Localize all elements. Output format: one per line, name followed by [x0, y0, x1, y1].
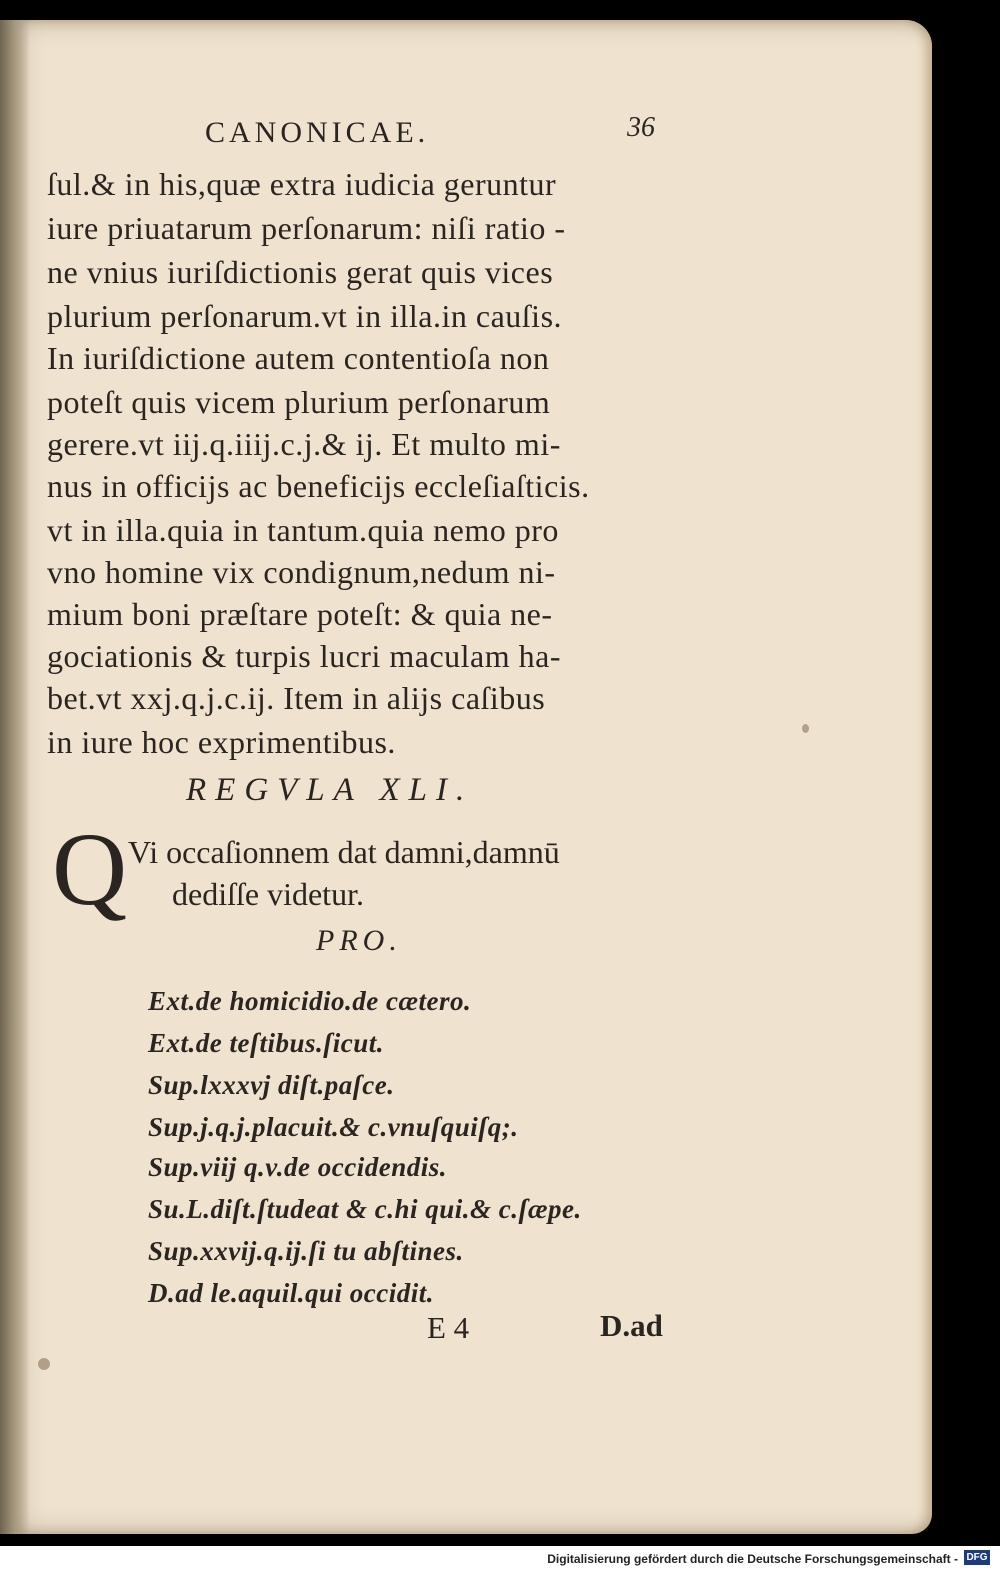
stain-spot	[38, 1358, 50, 1370]
catchword: D.ad	[600, 1308, 663, 1343]
stain-spot	[802, 724, 809, 733]
reference-line: Sup.xxvij.q.ij.ſi tu abſtines.	[148, 1236, 464, 1266]
reference-line: Sup.lxxxvj diſt.paſce.	[148, 1070, 395, 1100]
body-line: gociationis & turpis lucri maculam ha-	[47, 638, 561, 674]
body-line: ſul.& in his,quæ extra iudicia geruntur	[47, 166, 557, 202]
body-line: vno homine vix condignum,nedum ni-	[47, 554, 556, 590]
body-line: nus in officijs ac beneficijs eccleſiaſticis.	[47, 468, 590, 504]
reference-line: D.ad le.aquil.qui occidit.	[148, 1278, 434, 1308]
body-line: mium boni præſtare poteſt: & quia ne-	[47, 596, 553, 632]
page-gutter	[0, 20, 30, 1534]
body-line: bet.vt xxj.q.j.c.ij. Item in alijs caſibus	[47, 680, 546, 716]
body-line: gerere.vt iij.q.iiij.c.j.& ij. Et multo mi-	[47, 426, 561, 462]
body-line: iure priuatarum perſonarum: niſi ratio -	[47, 210, 566, 246]
body-line: In iuriſdictione autem contentioſa non	[47, 340, 550, 376]
body-line: plurium perſonarum.vt in illa.in cauſis.	[47, 298, 563, 334]
reference-line: Sup.viij q.v.de occidendis.	[148, 1152, 447, 1182]
dfg-logo: DFG	[964, 1550, 990, 1565]
rule-heading: REGVLA XLI.	[186, 772, 474, 808]
folio-number: 36	[627, 112, 655, 143]
rule-text-line: Vi occaſionnem dat damni,damnū	[128, 834, 560, 870]
credit-text: Digitalisierung gefördert durch die Deutsche Forschungsgemeinschaft -	[547, 1552, 958, 1566]
body-line: vt in illa.quia in tantum.quia nemo pro	[47, 512, 559, 548]
reference-line: Ext.de homicidio.de cætero.	[148, 986, 472, 1016]
running-title: CANONICAE.	[205, 116, 430, 149]
signature-mark: E 4	[427, 1310, 470, 1345]
reference-line: Su.L.diſt.ſtudeat & c.hi qui.& c.ſæpe.	[148, 1194, 582, 1224]
drop-cap: Q	[52, 812, 128, 927]
body-line: ne vnius iuriſdictionis gerat quis vices	[47, 254, 554, 290]
pro-heading: PRO.	[316, 924, 402, 957]
rule-text-line: dediſſe videtur.	[172, 876, 364, 912]
reference-line: Sup.j.q.j.placuit.& c.vnuſquiſq;.	[148, 1112, 519, 1142]
reference-line: Ext.de teſtibus.ſicut.	[148, 1028, 384, 1058]
body-line: in iure hoc exprimentibus.	[47, 724, 396, 760]
body-line: poteſt quis vicem plurium perſonarum	[47, 384, 551, 420]
